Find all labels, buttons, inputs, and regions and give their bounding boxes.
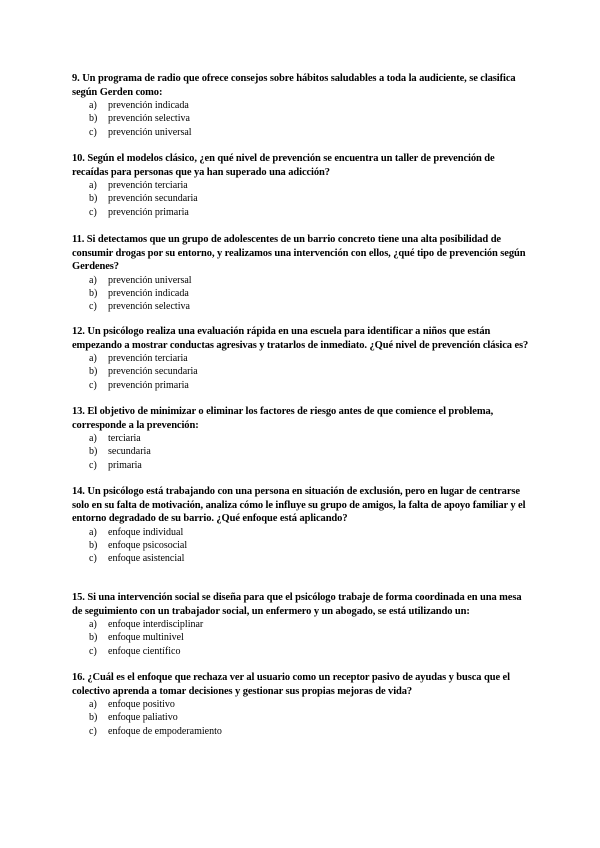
- option-letter: a): [89, 526, 97, 538]
- option-a: [72, 352, 532, 365]
- options-list: [72, 352, 532, 392]
- option-c: [72, 725, 532, 738]
- option-text: enfoque psicosocial: [108, 539, 188, 551]
- option-letter: a): [89, 100, 97, 111]
- option-a: [72, 432, 532, 445]
- question-stem: 11. Si detectamos que un grupo de adolescentes de un barrio concreto tiene una alta posibilidad de consumir drogas por su entorno, y realizamos una intervención con ellos, ¿qué tipo de prevención según Gerdenes?: [72, 234, 526, 272]
- option-letter: c): [89, 379, 97, 391]
- option-text: prevención selectiva: [108, 113, 190, 125]
- option-a: [72, 698, 532, 711]
- option-c: [72, 645, 532, 658]
- option-a: [72, 274, 532, 287]
- option-letter: b): [89, 446, 98, 458]
- question-stem: 14. Un psicólogo está trabajando con una persona en situación de exclusión, pero en lugar de centrarse solo en su falta de motivación, analiza cómo le influye su grupo de amigos, la falta de apoyo familiar y el entorno degradado de su barrio. ¿Qué enfoque está aplicando?: [72, 486, 526, 524]
- option-text: enfoque científico: [108, 645, 181, 657]
- option-letter: c): [89, 645, 97, 657]
- option-letter: a): [89, 699, 97, 710]
- question-stem: 10. Según el modelos clásico, ¿en qué nivel de prevención se encuentra un taller de prevención de recaídas para personas que ya han superado una adicción?: [72, 153, 495, 178]
- option-c: [72, 459, 532, 472]
- option-c: [72, 300, 532, 313]
- option-text: prevención secundaria: [108, 366, 198, 378]
- option-text: enfoque asistencial: [108, 553, 185, 565]
- option-letter: b): [89, 113, 98, 125]
- option-b: [72, 711, 532, 724]
- option-text: enfoque paliativo: [108, 712, 178, 724]
- option-b: [72, 192, 532, 205]
- option-text: secundaria: [108, 446, 151, 458]
- question-12: [72, 325, 532, 392]
- question-stem: 13. El objetivo de minimizar o eliminar los factores de riesgo antes de que comience el problema, corresponde a la prevención:: [72, 406, 494, 431]
- option-letter: b): [89, 632, 98, 644]
- question-stem: 12. Un psicólogo realiza una evaluación rápida en una escuela para identificar a niños que están empezando a mostrar conductas agresivas y tratarlos de inmediato. ¿Qué nivel de prevención clásica es?: [72, 326, 529, 351]
- option-text: prevención primaria: [108, 206, 189, 218]
- options-list: [72, 526, 532, 566]
- option-letter: a): [89, 433, 97, 444]
- options-list: [72, 432, 532, 472]
- option-c: [72, 206, 532, 219]
- option-a: [72, 179, 532, 192]
- question-stem: 9. Un programa de radio que ofrece consejos sobre hábitos saludables a toda la audiciente, se clasifica según Gerden como:: [72, 73, 516, 98]
- option-text: enfoque interdisciplinar: [108, 619, 204, 630]
- option-text: enfoque individual: [108, 526, 184, 538]
- option-text: primaria: [108, 459, 142, 471]
- option-b: [72, 539, 532, 552]
- question-15: [72, 591, 532, 658]
- question-9: [72, 72, 532, 139]
- option-text: prevención indicada: [108, 100, 189, 111]
- option-c: [72, 126, 532, 139]
- option-b: [72, 287, 532, 300]
- option-text: prevención universal: [108, 126, 192, 138]
- option-text: prevención universal: [108, 274, 192, 286]
- option-letter: c): [89, 206, 97, 218]
- question-11: [72, 233, 532, 313]
- options-list: [72, 99, 532, 139]
- question-stem: 15. Si una intervención social se diseña para que el psicólogo trabaje de forma coordinada en una mesa de seguimiento con un trabajador social, un enfermero y un abogado, se está utilizando un:: [72, 592, 522, 617]
- option-letter: b): [89, 539, 98, 551]
- option-text: prevención indicada: [108, 287, 189, 299]
- option-a: [72, 618, 532, 631]
- option-letter: b): [89, 366, 98, 378]
- option-letter: b): [89, 712, 98, 724]
- option-c: [72, 552, 532, 565]
- option-letter: c): [89, 459, 97, 471]
- option-text: enfoque multinivel: [108, 632, 184, 644]
- option-letter: c): [89, 725, 97, 737]
- question-13: [72, 405, 532, 472]
- option-a: [72, 99, 532, 112]
- option-letter: a): [89, 274, 97, 286]
- option-b: [72, 445, 532, 458]
- option-b: [72, 631, 532, 644]
- question-14: [72, 485, 532, 565]
- option-letter: c): [89, 301, 97, 313]
- question-stem: 16. ¿Cuál es el enfoque que rechaza ver al usuario como un receptor pasivo de ayudas y busca que el colectivo aprenda a tomar decisiones y gestionar sus propias mejoras de vida?: [72, 672, 510, 697]
- option-b: [72, 112, 532, 125]
- option-letter: b): [89, 193, 98, 205]
- option-text: prevención terciaria: [108, 180, 188, 191]
- option-letter: a): [89, 353, 97, 364]
- options-list: [72, 274, 532, 314]
- options-list: [72, 698, 532, 738]
- options-list: [72, 618, 532, 658]
- option-text: enfoque positivo: [108, 699, 175, 710]
- option-letter: b): [89, 287, 98, 299]
- question-16: [72, 671, 532, 738]
- option-text: enfoque de empoderamiento: [108, 725, 222, 737]
- option-c: [72, 379, 532, 392]
- option-b: [72, 365, 532, 378]
- option-text: prevención primaria: [108, 379, 189, 391]
- options-list: [72, 179, 532, 219]
- option-letter: c): [89, 126, 97, 138]
- option-letter: a): [89, 619, 97, 630]
- option-text: prevención secundaria: [108, 193, 198, 205]
- option-text: prevención terciaria: [108, 353, 188, 364]
- option-text: terciaria: [108, 433, 141, 444]
- option-letter: a): [89, 180, 97, 191]
- option-a: [72, 526, 532, 539]
- option-text: prevención selectiva: [108, 301, 190, 313]
- question-10: [72, 152, 532, 219]
- option-letter: c): [89, 553, 97, 565]
